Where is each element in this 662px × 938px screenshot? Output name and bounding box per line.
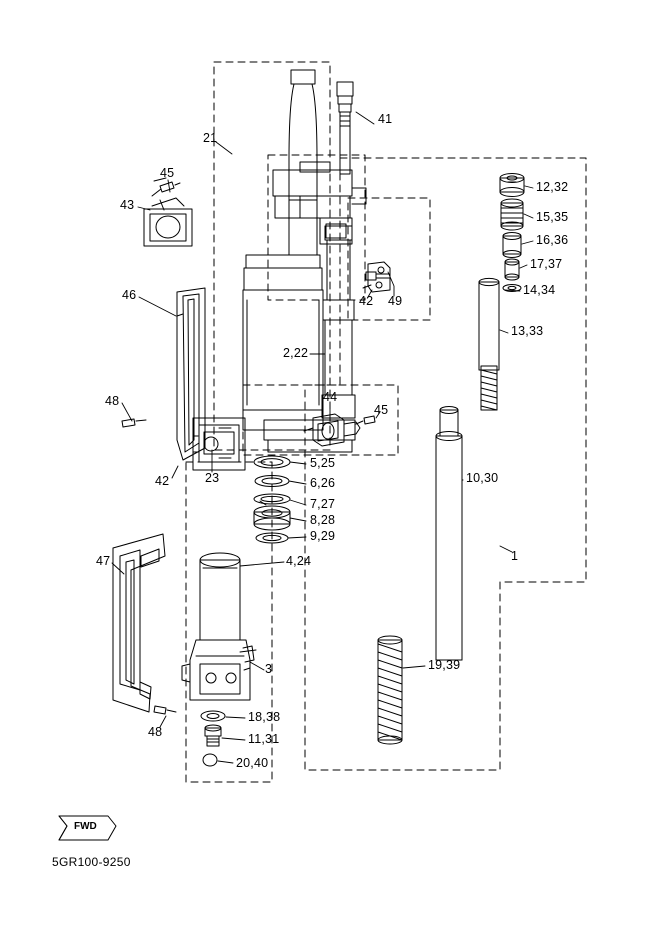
callout-15-35: 15,35: [536, 210, 569, 224]
callout-44: 44: [323, 390, 338, 404]
callout-21: 21: [203, 131, 218, 145]
callout-12-32: 12,32: [536, 180, 569, 194]
part-43-bracket: [144, 198, 192, 246]
callout-43: 43: [120, 198, 135, 212]
diagram-part-number: 5GR100-9250: [52, 855, 131, 869]
group-outline-21: [214, 62, 330, 450]
part-48-bolt-upper: [122, 419, 146, 427]
callout-46: 46: [122, 288, 137, 302]
callout-6-26: 6,26: [310, 476, 336, 490]
part-41-stem-bolt: [337, 82, 353, 174]
group-outline-1: [305, 158, 586, 770]
callout-2-22: 2,22: [283, 346, 309, 360]
leader-lines: [112, 112, 533, 763]
callout-42-lower: 42: [155, 474, 170, 488]
part-46-fork-guard-upper: [177, 288, 205, 460]
part-42-49-bolts: [363, 262, 390, 292]
part-48-bolt-lower: [154, 706, 176, 714]
part-18-38-washer: [201, 711, 225, 721]
part-17-37-nut: [505, 259, 519, 280]
part-13-33-damper-rod: [479, 278, 499, 370]
part-16-36-collar: [503, 233, 521, 258]
callout-42-upper: 42: [359, 294, 374, 308]
part-20-40-gasket: [203, 754, 217, 766]
callout-13-33: 13,33: [511, 324, 544, 338]
fwd-label: FWD: [74, 821, 97, 832]
callout-41: 41: [378, 112, 393, 126]
callout-48-lower: 48: [148, 725, 163, 739]
part-45-bolt-mid: [356, 416, 375, 424]
callout-14-34: 14,34: [523, 283, 556, 297]
callout-9-29: 9,29: [310, 529, 336, 543]
callout-10-30: 10,30: [466, 471, 499, 485]
callout-17-37: 17,37: [530, 257, 563, 271]
part-15-35-spring-seat: [501, 199, 523, 230]
callout-18-38: 18,38: [248, 710, 281, 724]
part-19-39-spring: [378, 636, 402, 744]
part-23-lower-bracket: [193, 418, 245, 470]
callout-16-36: 16,36: [536, 233, 569, 247]
callout-49: 49: [388, 294, 403, 308]
callout-20-40: 20,40: [236, 756, 269, 770]
callout-23: 23: [205, 471, 220, 485]
callout-47: 47: [96, 554, 111, 568]
callout-4-24: 4,24: [286, 554, 312, 568]
callout-3: 3: [265, 662, 273, 676]
callout-1: 1: [511, 549, 519, 563]
part-47-fork-guard-lower: [113, 534, 165, 712]
part-10-30-cylinder: [436, 407, 462, 661]
part-12-32-cap-bolt: [500, 174, 524, 197]
callout-48-upper: 48: [105, 394, 120, 408]
callout-45-upper: 45: [160, 166, 175, 180]
part-45-bolt-upper: [152, 178, 180, 196]
part-13-33-spring-section: [481, 366, 497, 410]
part-11-31-bolt: [205, 725, 221, 746]
callout-11-31: 11,31: [248, 732, 280, 746]
callout-5-25: 5,25: [310, 456, 336, 470]
callout-45-mid: 45: [374, 403, 389, 417]
part-21-inner-tube-left: [243, 70, 323, 430]
part-4-24-slider: [182, 553, 254, 700]
callout-7-27: 7,27: [310, 497, 336, 511]
callout-8-28: 8,28: [310, 513, 336, 527]
callout-19-39: 19,39: [428, 658, 461, 672]
